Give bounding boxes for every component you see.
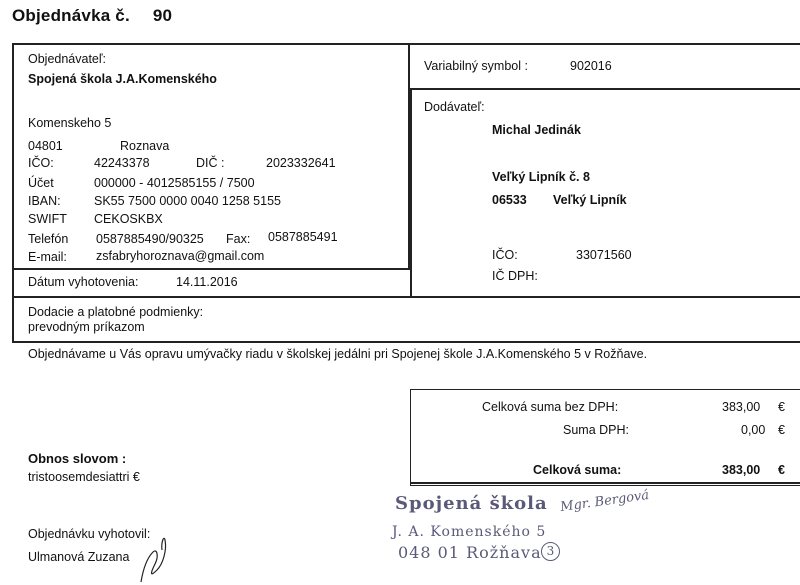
supplier-zip: 06533	[492, 193, 527, 207]
variable-symbol-label: Variabilný symbol :	[424, 59, 528, 73]
net-total-value: 383,00	[722, 400, 761, 414]
orderer-iban-label: IBAN:	[28, 194, 61, 208]
net-total-currency: €	[778, 400, 785, 414]
orderer-ico-label: IČO:	[28, 156, 54, 170]
supplier-heading: Dodávateľ:	[424, 100, 485, 114]
order-number: 90	[152, 6, 173, 25]
grand-total-value: 383,00	[722, 463, 761, 477]
orderer-dic: 2023332641	[266, 156, 336, 170]
issue-date-label: Dátum vyhotovenia:	[28, 275, 139, 289]
grand-total-label: Celková suma:	[533, 463, 622, 477]
supplier-name: Michal Jedinák	[492, 123, 581, 137]
orderer-fax: 0587885491	[268, 230, 338, 244]
vat-value: 0,00	[741, 423, 766, 437]
totals-divider	[410, 482, 800, 484]
frame-top	[12, 43, 800, 45]
supplier-street: Veľký Lipník č. 8	[492, 170, 590, 184]
net-total-label: Celková suma bez DPH:	[482, 400, 619, 414]
orderer-heading: Objednávateľ:	[28, 52, 107, 66]
stamp-number-badge	[541, 542, 560, 561]
orderer-email: zsfabryhoroznava@gmail.com	[96, 249, 265, 263]
orderer-bottom-border	[12, 268, 410, 270]
vat-label: Suma DPH:	[563, 423, 629, 437]
supplier-ico: 33071560	[576, 248, 632, 262]
terms-bottom-border	[12, 341, 800, 343]
orderer-email-label: E-mail:	[28, 250, 67, 264]
orderer-dic-label: DIČ :	[196, 156, 225, 170]
vat-currency: €	[778, 423, 785, 437]
terms-label: Dodacie a platobné podmienky:	[28, 305, 204, 319]
date-bottom-border	[12, 296, 410, 298]
varsym-bottom-border	[408, 88, 800, 90]
terms-value: prevodným príkazom	[28, 320, 145, 334]
supplier-left-border	[410, 90, 412, 298]
orderer-city: Roznava	[120, 139, 170, 153]
grand-total-currency: €	[778, 463, 785, 477]
orderer-ucet-label: Účet	[28, 176, 54, 190]
prepared-by-signature	[135, 530, 195, 585]
orderer-street: Komenskeho 5	[28, 116, 112, 130]
orderer-swift-label: SWIFT	[28, 212, 67, 226]
amount-words-value: tristoosemdesiattri €	[28, 470, 140, 484]
orderer-iban: SK55 7500 0000 0040 1258 5155	[94, 194, 281, 208]
prepared-by-label: Objednávku vyhotovil:	[28, 527, 151, 541]
orderer-name: Spojená škola J.A.Komenského	[28, 72, 217, 86]
order-text: Objednávame u Vás opravu umývačky riadu v školskej jedálni pri Spojenej škole J.A.Komenského 5 v Rožňave.	[28, 347, 648, 361]
supplier-ico-label: IČO:	[492, 248, 518, 262]
stamp-signature: Mgr. Bergová	[559, 487, 650, 516]
orderer-ucet: 000000 - 4012585155 / 7500	[94, 176, 255, 190]
supplier-bottom-border	[410, 296, 800, 298]
orderer-telefon: 0587885490/90325	[96, 232, 204, 246]
stamp-line1: Spojená škola	[395, 493, 548, 514]
orderer-fax-label: Fax:	[226, 232, 251, 246]
order-title	[12, 6, 172, 26]
stamp-line3: 048 01 Rožňava	[398, 543, 542, 562]
orderer-zip: 04801	[28, 139, 63, 153]
orderer-ico: 42243378	[94, 156, 150, 170]
prepared-by-value: Ulmanová Zuzana	[28, 550, 130, 564]
orderer-telefon-label: Telefón	[28, 232, 69, 246]
variable-symbol-value: 902016	[570, 59, 612, 73]
stamp-number: 3	[546, 544, 555, 558]
stamp-line2: J. A. Komenského 5	[392, 524, 547, 540]
order-title-label: Objednávka č.	[12, 6, 130, 25]
supplier-icdph-label: IČ DPH:	[492, 269, 538, 283]
amount-words-label: Obnos slovom :	[28, 451, 127, 466]
issue-date-value: 14.11.2016	[176, 275, 238, 289]
orderer-swift: CEKOSKBX	[94, 212, 163, 226]
supplier-city: Veľký Lipník	[553, 193, 627, 207]
